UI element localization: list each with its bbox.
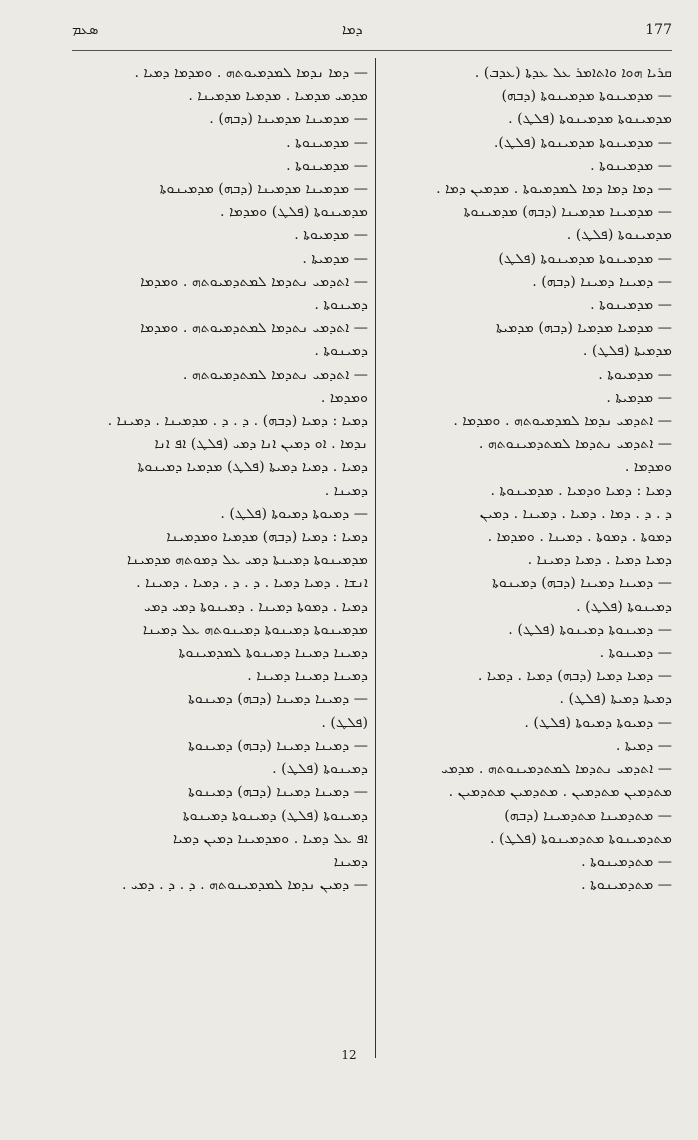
dictionary-line: — ܡܕܡܝܘܬܐ . xyxy=(598,366,672,383)
dictionary-line: — ܕܡܝܘܬܐ ܕܡܝܘܬܐ (ܦܠܛ) . xyxy=(220,505,368,522)
dictionary-line: ܘܡܕܡܐ . xyxy=(320,389,368,406)
dictionary-line: ܕܡܝܢܐ . xyxy=(324,482,368,499)
dictionary-line: — ܡܕܡܝܬܐ . xyxy=(606,389,672,406)
dictionary-line: — ܡܕܡܝܬܐ . xyxy=(302,250,368,267)
dictionary-line: — ܕܡܝܢܐ ܕܡܝܢܐ (ܕܒܗ) ܕܡܝܢܘܬܐ xyxy=(492,575,672,592)
dictionary-line: ܕܡܝܐ : ܕܡܝܐ (ܕܒܗ) . ܕ . ܕ . ܡܕܡܝܢܐ . ܕܡܝܢܐ . xyxy=(107,413,368,430)
dictionary-line: ܕܡܝܢܐ ܕܡܝܢܐ ܕܡܝܢܐ . xyxy=(247,668,368,685)
dictionary-line: — ܡܕܡܝܘܬܐ . xyxy=(294,227,368,244)
dictionary-line: — ܕܡܝܢܐ ܕܡܝܢܐ (ܕܒܗ) . xyxy=(532,273,672,290)
dictionary-line: — ܐܬܕܡܝ ܢܕܡܐ ܠܡܕܡܝܘܬܗ . ܘܡܕܡܐ . xyxy=(453,413,672,430)
dictionary-line: ܡܕܡܝܬܐ (ܦܠܛ) . xyxy=(582,343,672,360)
dictionary-line: ܕ . ܕ . ܕܡܐ . ܕܡܝܐ . ܕܡܝܢܐ . ܕܡܝܢ xyxy=(479,505,672,522)
dictionary-line: — ܡܕܡܝܢܐ ܡܕܡܝܢܐ (ܕܒܗ) ܡܕܡܝܢܘܬܐ xyxy=(463,204,672,221)
dictionary-line: — ܐܬܕܡܝ ܢܬܕܡܐ ܠܡܬܕܡܝܢܘܬܗ . ܡܕܡܝ xyxy=(441,761,672,778)
header-center-word: ܕܡܐ xyxy=(342,22,363,38)
dictionary-line: ܡܕܡܝܢܘܬܐ (ܦܠܛ) ܘܡܕܡܐ . xyxy=(220,204,368,221)
signature-mark: 12 xyxy=(341,1048,357,1062)
dictionary-line: ܩܪܝܐ ܗܘܐ ܘܐܬܐܡܪ ܥܠ ܥܕܬܐ (ܥܕܒ) . xyxy=(474,65,672,81)
dictionary-line: ܕܡܝܢܐ xyxy=(333,853,368,870)
dictionary-line: — ܐܬܕܡܝ ܢܬܕܡܐ ܠܡܬܕܡܝܘܬܗ . ܘܡܕܡܐ xyxy=(140,320,368,337)
dictionary-line: ܕܡܘܬܐ . ܕܡܘܬܐ . ܕܡܝܢܐ . ܘܡܕܡܐ . xyxy=(487,529,672,546)
dictionary-line: ܕܡܝܐ ܕܡܝܐ . ܕܡܝܐ ܕܡܝܢܐ . xyxy=(527,552,672,569)
dictionary-line: — ܕܡܝܢܘܬܐ . xyxy=(599,645,672,662)
dictionary-line: — ܕܡܝܐ ܕܡܝܐ (ܕܒܗ) ܕܡܝܐ . ܕܡܝܐ . xyxy=(477,668,672,685)
dictionary-line: ܐܢܫܐ . ܕܡܝܐ ܕܡܝܐ . ܕ . ܕ . ܕܡܝܐ . ܕܡܝܢܐ . xyxy=(136,575,368,592)
right-column xyxy=(382,62,672,1052)
dictionary-line: — ܡܕܡܝܢܘܬܐ . xyxy=(590,157,672,174)
dictionary-line: — ܡܬܕܡܝܢܘܬܐ . xyxy=(581,853,672,870)
dictionary-line: — ܕܡܝܘܬܐ ܕܡܝܘܬܐ (ܦܠܛ) . xyxy=(524,714,672,731)
dictionary-line: ܕܡܝܢܘܬܐ . xyxy=(314,297,368,314)
running-header xyxy=(72,22,672,48)
dictionary-line: ܡܕܡܝ ܡܕܡܝܐ . ܡܕܡܝܐ ܡܕܡܝܢܐ . xyxy=(188,88,368,105)
dictionary-line: — ܡܕܡܝܢܘܬܐ ܡܕܡܝܢܘܬܐ (ܦܠܛ). xyxy=(493,134,672,151)
dictionary-line: ܕܡܝܢܐ ܕܡܝܢܐ ܕܡܝܢܘܬܐ ܠܡܕܡܝܢܘܬܐ xyxy=(178,645,368,662)
dictionary-line: — ܐܬܕܡܝ ܢܬܕܡܐ ܠܡܬܕܡܝܢܘܬܗ . xyxy=(478,436,672,453)
dictionary-line: — ܕܡܝܢܐ ܕܡܝܢܐ (ܕܒܗ) ܕܡܝܢܘܬܐ xyxy=(188,784,368,801)
left-column xyxy=(72,62,368,1052)
dictionary-line: ܢܕܡܐ . ܐܘ ܕܡܝܢ ܐܢܐ ܕܡܝ (ܦܠܛ) ܐܦ ܐܢܐ xyxy=(154,436,368,453)
dictionary-line: — ܡܬܕܡܝܢܐ ܡܬܕܡܝܢܐ (ܕܒܗ) xyxy=(504,807,672,824)
dictionary-line: — ܡܕܡܝܢܘܬܐ . xyxy=(286,134,368,151)
dictionary-line: ܡܬܕܡܝܢܘܬܐ ܡܬܕܡܝܢܘܬܐ (ܦܠܛ) . xyxy=(489,830,672,847)
dictionary-line: — ܕܡܝܢܘܬܐ ܕܡܝܢܘܬܐ (ܦܠܛ) . xyxy=(508,621,672,638)
dictionary-line: ܐܦ ܥܠ ܕܡܝܐ . ܘܡܕܡܝܢܐ ܕܡܝܢ ܕܡܝܐ xyxy=(172,830,368,847)
column-divider xyxy=(375,58,376,1058)
dictionary-line: ܡܕܡܝܢܘܬܐ (ܦܠܛ) . xyxy=(566,227,672,244)
dictionary-line: ܡܕܡܝܢܘܬܐ ܕܡܝܢܬܐ ܕܡܝ ܥܠ ܕܡܘܬܗ ܡܕܡܝܢܐ xyxy=(127,552,368,569)
dictionary-line: ܕܡܝܐ : ܕܡܝܐ ܘܕܡܝܐ . ܡܕܡܝܢܘܬܐ . xyxy=(490,482,672,499)
header-left-word: ܣܥܡ xyxy=(72,22,99,38)
page-number: 177 xyxy=(645,22,672,38)
dictionary-line: ܕܡܝܢܘܬܐ . xyxy=(314,343,368,360)
dictionary-line: — ܐܬܕܡܝ ܢܬܕܡܐ ܠܡܬܕܡܝܘܬܗ . xyxy=(182,366,368,383)
dictionary-line: — ܕܡܝܢܐ ܕܡܝܢܐ (ܕܒܗ) ܕܡܝܢܘܬܐ xyxy=(188,691,368,708)
dictionary-line: — ܡܕܡܝܢܘܬܐ ܡܕܡܝܢܘܬܐ (ܕܒܗ) xyxy=(501,88,672,105)
header-rule xyxy=(72,50,672,51)
dictionary-line: — ܕܡܝܢ ܢܕܡܐ ܠܡܕܡܝܢܘܬܗ . ܕ . ܕ . ܕܡܝ . xyxy=(121,877,368,894)
dictionary-line: ܕܡܝܢܘܬܐ (ܦܠܛ) . xyxy=(576,598,672,615)
dictionary-line: ܕܡܝܢܘܬܐ (ܦܠܛ) . xyxy=(272,761,368,778)
dictionary-line: — ܡܕܡܝܢܐ ܡܕܡܝܢܐ (ܕܒܗ) . xyxy=(209,111,368,128)
dictionary-line: — ܡܕܡܝܢܐ ܡܕܡܝܢܐ (ܕܒܗ) ܡܕܡܝܢܘܬܐ xyxy=(159,181,368,198)
dictionary-line: ܡܕܡܝܢܘܬܐ ܕܡܝܢܘܬܐ ܕܡܝܢܘܬܗ ܥܠ ܕܡܝܢܐ xyxy=(142,621,368,638)
dictionary-line: — ܡܕܡܝܢܘܬܐ . xyxy=(590,297,672,314)
dictionary-line: — ܕܡܐ ܢܕܡܐ ܠܡܕܡܝܘܬܗ . ܘܡܕܡܐ ܕܡܝܐ . xyxy=(134,65,368,81)
dictionary-line: ܕܡܝܬܐ ܕܡܝܬܐ (ܦܠܛ) . xyxy=(559,691,672,708)
dictionary-line: ܕܡܝܐ . ܕܡܘܬܐ ܕܡܝܢܐ . ܕܡܝܢܘܬܐ ܕܡܝ ܕܡܝ xyxy=(144,598,368,615)
dictionary-line: — ܡܕܡܝܐ ܡܕܡܝܐ (ܕܒܗ) ܡܕܡܝܬܐ xyxy=(495,320,672,337)
dictionary-line: — ܕܡܐ ܕܡܐ ܕܡܐ ܠܡܕܡܝܘܬܐ . ܡܕܡܝܢ ܕܡܐ . xyxy=(436,181,672,198)
dictionary-line: ܘܡܕܡܐ . xyxy=(624,459,672,476)
dictionary-line: ܕܡܝܢܘܬܐ (ܦܠܛ) ܕܡܝܢܘܬܐ ܕܡܝܢܘܬܐ xyxy=(182,807,368,824)
dictionary-line: — ܡܕܡܝܢܘܬܐ ܡܕܡܝܢܘܬܐ (ܦܠܛ) xyxy=(498,250,672,267)
dictionary-line: — ܕܡܝܢܐ ܕܡܝܢܐ (ܕܒܗ) ܕܡܝܢܘܬܐ xyxy=(188,737,368,754)
dictionary-line: ܡܕܡܝܢܘܬܐ ܡܕܡܝܢܘܬܐ (ܦܠܛ) . xyxy=(508,111,672,128)
dictionary-line: — ܕܡܝܬܐ . xyxy=(615,737,672,754)
dictionary-line: (ܦܠܛ) . xyxy=(321,714,368,731)
dictionary-line: — ܡܕܡܝܢܘܬܐ . xyxy=(286,157,368,174)
dictionary-line: — ܐܬܕܡܝ ܢܬܕܡܐ ܠܡܬܕܡܝܘܬܗ . ܘܡܕܡܐ xyxy=(140,273,368,290)
dictionary-line: — ܡܬܕܡܝܢܘܬܐ . xyxy=(581,877,672,894)
dictionary-line: ܕܡܝܐ : ܕܡܝܐ (ܕܒܗ) ܡܕܡܝܐ ܘܡܕܡܝܢܐ xyxy=(166,529,368,546)
dictionary-line: ܡܬܕܡܝܢ ܡܬܕܡܝܢ . ܡܬܕܡܝܢ ܡܬܕܡܝܢ . xyxy=(448,784,672,801)
dictionary-line: ܕܡܝܐ . ܕܡܝܐ ܕܡܝܬܐ (ܦܠܛ) ܡܕܡܝܐ ܕܡܝܢܘܬܐ xyxy=(137,459,368,476)
